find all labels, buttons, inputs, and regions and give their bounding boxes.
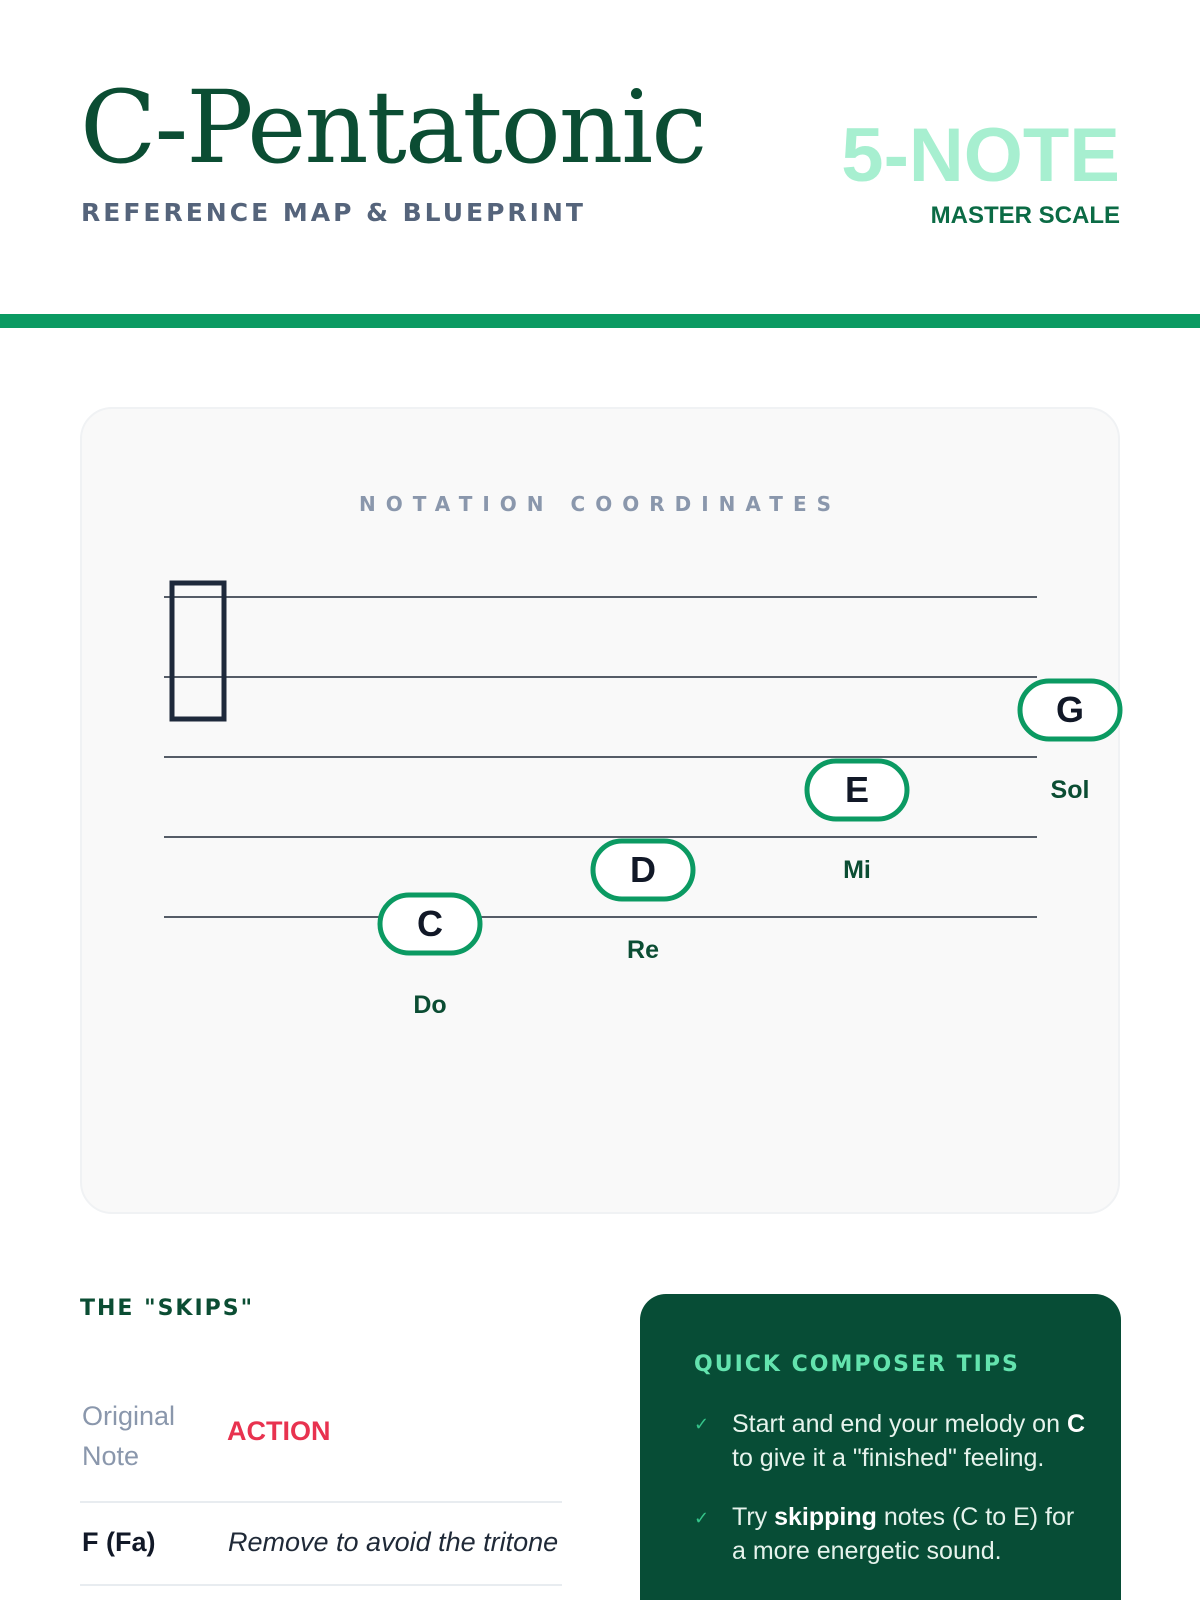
tip-text: Start and end your melody on: [732, 1410, 1067, 1438]
note-letter: D: [630, 849, 656, 890]
tip-emphasis: C: [1066, 1410, 1085, 1438]
note-solfege: Re: [627, 936, 659, 964]
tip-text: notes (C to E) for a more energetic sound.: [732, 1503, 1075, 1565]
skips-heading: THE "SKIPS": [80, 1296, 255, 1321]
notation-panel-label: NOTATION COORDINATES: [358, 492, 842, 516]
table-divider: [80, 1584, 562, 1586]
skips-row-action: Remove to avoid the tritone: [228, 1527, 559, 1557]
skips-column-action-header: ACTION: [227, 1416, 331, 1446]
check-icon: ✓: [694, 1508, 710, 1529]
note-letter: C: [417, 903, 443, 944]
tip-text: to give it a "finished" feeling.: [732, 1444, 1045, 1472]
tip-item: [732, 1407, 1092, 1475]
note-c: [380, 895, 480, 1019]
badge-caption: MASTER SCALE: [930, 202, 1120, 229]
clef-placeholder-icon: [172, 583, 224, 719]
tip-emphasis: skipping: [774, 1503, 877, 1531]
note-g: [1020, 681, 1120, 804]
skips-column-note-header: Original Note: [82, 1401, 176, 1471]
note-e: [807, 761, 907, 884]
table-divider: [80, 1501, 562, 1503]
note-solfege: Sol: [1050, 776, 1090, 804]
note-count-badge: 5-NOTE: [841, 113, 1120, 198]
check-icon: ✓: [694, 1414, 710, 1435]
tip-item: [732, 1500, 1092, 1568]
note-solfege: Mi: [843, 856, 871, 884]
page-subtitle: REFERENCE MAP & BLUEPRINT: [81, 198, 586, 227]
skips-row-note: F (Fa): [82, 1527, 156, 1557]
note-d: [593, 841, 693, 964]
composer-tips-heading: QUICK COMPOSER TIPS: [694, 1352, 1020, 1377]
page-title: C-Pentatonic: [80, 69, 706, 186]
note-letter: G: [1055, 689, 1085, 730]
tip-text: Try: [732, 1503, 775, 1531]
note-letter: E: [844, 769, 870, 810]
note-solfege: Do: [413, 991, 447, 1019]
